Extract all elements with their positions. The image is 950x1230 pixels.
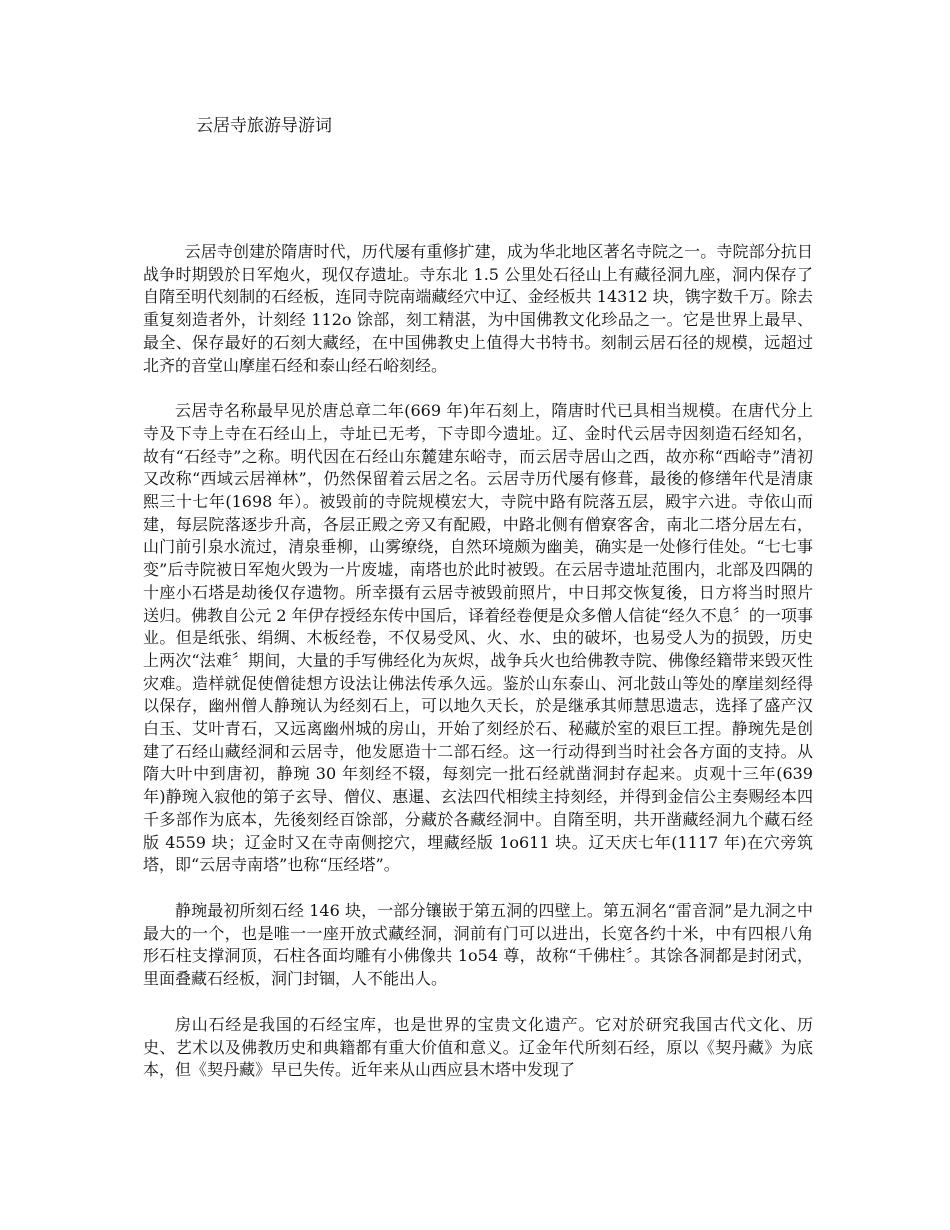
paragraph-2: 云居寺名称最早见於唐总章二年(669 年)年石刻上，隋唐时代已具相当规模。在唐代分上寺及下寺上寺在石经山上，寺址已无考，下寺即今遗址。辽、金时代云居寺因刻造石经知名，故有“石经寺”之称。明代因在石经山东麓建东峪寺，而云居寺居山之西，故亦称“西峪寺”清初又改称“西域云居禅林”，仍然保留着云居之名。云居寺历代屡有修葺，最後的修缮年代是清康熙三十七年(1698 年）。被毁前的寺院规模宏大，寺院中路有院落五层，殿宇六进。寺依山而建，每层院落逐步升高，各层正殿之旁又有配殿，中路北侧有僧寮客舍，南北二塔分居左右，山门前引泉水流过，清泉垂柳，山雾缭绕，自然环境颇为幽美，确实是一处修行佳处。“七七事变”后寺院被日军炮火毁为一片废墟，南塔也於此时被毁。在云居寺遗址范围内，北部及四隅的十座小石塔是劫後仅存遗物。所幸摄有云居寺被毁前照片，中日邦交恢复後，日方将当时照片送归。佛教自公元 2 年伊存授经东传中国后，译着经卷便是众多僧人信徒“经久不息〞的一项事业。但是纸张、绢绸、木板经卷，不仅易受风、火、水、虫的破坏，也易受人为的损毁，历史上两次“法难〞期间，大量的手写佛经化为灰烬，战争兵火也给佛教寺院、佛像经籍带来毁灭性灾难。造样就促使僧徒想方设法让佛法传承久远。鉴於山东泰山、河北鼓山等处的摩崖刻经得以保存，幽州僧人静琬认为经刻石上，可以地久天长，於是继承其师慧思遗志，选择了盛产汉白玉、艾叶青石，又远离幽州城的房山，开始了刻经於石、秘藏於室的艰巨工捏。静琬先是创建了石经山藏经洞和云居寺，他发愿造十二部石经。这一行动得到当时社会各方面的支持。从隋大叶中到唐初，静琬 30 年刻经不辍，每刻完一批石经就凿洞封存起来。贞观十三年(639 年)静琬入寂他的第子玄导、僧仪、惠暹、玄法四代相续主持刻经，并得到金信公主奏赐经本四千多部作为底本，先後刻经百馀部，分藏於各藏经洞中。自隋至明，共开凿藏经洞九个藏石经版 4559 块；辽金时又在寺南侧挖穴，埋藏经版 1o611 块。辽天庆七年(1117 年)在穴旁筑塔，即“云居寺南塔”也称“压经塔”。 — [143, 401, 813, 875]
paragraph-4: 房山石经是我国的石经宝库，也是世界的宝贵文化遗产。它对於研究我国古代文化、历史、艺术以及佛教历史和典籍都有重大价值和意义。辽金年代所刻石经，原以《契丹藏》为底本，但《契丹藏》早已失传。近年来从山西应县木塔中发现了 — [143, 1014, 813, 1080]
document-body — [143, 241, 813, 1105]
document-title: 云居寺旅游导游词 — [196, 116, 332, 136]
paragraph-3: 静琬最初所刻石经 146 块，一部分镶嵌于第五洞的四壁上。第五洞名“雷音洞”是九洞之中最大的一个，也是唯一一座开放式藏经洞，洞前有门可以进出，长宽各约十米，中有四根八角形石柱支撑洞顶，石柱各面均雕有小佛像共 1o54 尊，故称“千佛柱〞。其馀各洞都是封闭式，里面叠藏石经板，洞门封锢，人不能出人。 — [143, 900, 813, 989]
paragraph-1: 云居寺创建於隋唐时代，历代屡有重修扩建，成为华北地区著名寺院之一。寺院部分抗日战争时期毁於日军炮火，现仅存遗址。寺东北 1.5 公里处石径山上有藏径洞九座，洞内保存了自隋至明代刻制的石经板，连同寺院南端藏经穴中辽、金经板共 14312 块，镌字数千万。除去重复刻造者外，计刻经 112o 馀部，刻工精湛，为中国佛教文化珍品之一。它是世界上最早、最全、保存最好的石刻大藏经，在中国佛教史上值得大书特书。刻制云居石径的规模，远超过北齐的音堂山摩崖石经和泰山经石峪刻经。 — [143, 242, 813, 375]
